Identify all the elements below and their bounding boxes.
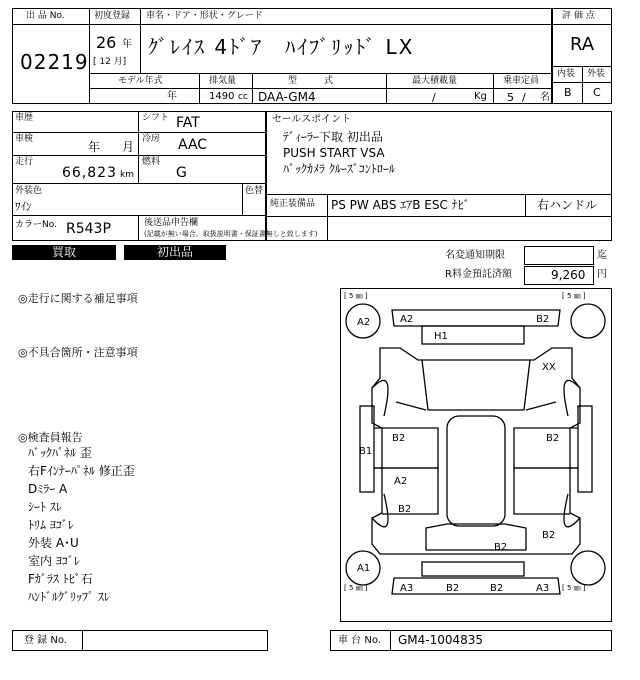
displacement-label: 排気量 <box>209 76 237 86</box>
recycle-fee-label: R料金預託済額 <box>445 269 512 280</box>
sales-point-label: セールスポイント <box>272 114 352 125</box>
inspection-label: 車検 <box>15 134 34 144</box>
ext-color-label: 外装色 <box>15 186 43 196</box>
mark-left-side-rear: B1 <box>359 446 373 457</box>
model-year-label: モデル年式 <box>118 76 163 86</box>
chassis-no-label: 車 台 No. <box>338 635 381 646</box>
displacement-unit: cc <box>238 92 248 102</box>
mark-left-rear-door: B2 <box>392 433 406 444</box>
roof <box>447 416 505 526</box>
recycle-fee-unit: 円 <box>597 269 607 280</box>
color-no-label: カラーNo. <box>15 220 57 230</box>
year-unit: 年 <box>122 39 132 50</box>
displacement: 1490 <box>209 91 235 102</box>
model-year-unit: 年 <box>167 91 177 102</box>
body-outline <box>372 348 580 554</box>
max-load-label: 最大積載量 <box>412 76 458 86</box>
mileage-label: 走行 <box>15 157 34 167</box>
front-right-arch <box>564 494 580 527</box>
mark-roof: A2 <box>394 476 408 487</box>
front-left-arch <box>372 494 388 527</box>
mark-hood: B2 <box>494 542 508 553</box>
tread-rear-left: [ 5 ㎜ ] <box>344 292 368 300</box>
chassis-no-value: GM4-1004835 <box>398 633 484 647</box>
left-c-pillar <box>396 402 426 410</box>
name-change-field <box>524 246 594 265</box>
inspector-item: Dﾐﾗｰ A <box>28 482 68 496</box>
equipment-label: 純正装備品 <box>270 199 316 209</box>
driving-notes-label: ◎走行に関する補足事項 <box>18 292 138 305</box>
rear-right-tire <box>571 304 605 338</box>
fuel-value: G <box>176 165 187 181</box>
mark-rear-bumper-left: A2 <box>400 314 414 325</box>
mark-front-left-wheel: A1 <box>357 563 371 574</box>
mark-front-bumper-mid: B2 <box>446 583 460 594</box>
reg-no-label: 登 録 No. <box>24 635 67 646</box>
right-front-door <box>514 468 578 514</box>
inspection-month-unit: 月 <box>122 140 135 154</box>
recycle-fee-value: 9,260 <box>551 268 586 282</box>
rear-window <box>422 360 530 410</box>
rear-bumper <box>392 310 560 326</box>
model-code: DAA-GM4 <box>258 90 316 104</box>
max-load-unit: Kg <box>474 91 487 102</box>
equipment-list: PS PW ABS ｴｱB ESC ﾅﾋﾞ <box>331 198 470 212</box>
lot-no-label: 出 品 No. <box>26 11 65 21</box>
inspector-item: ﾄﾘﾑ ﾖｺﾞﾚ <box>28 518 74 532</box>
mark-trunk: H1 <box>434 331 448 342</box>
right-c-pillar <box>526 402 556 410</box>
max-load: / <box>432 91 436 104</box>
interior-label: 内装 <box>557 69 576 79</box>
score-label: 評 価 点 <box>562 11 595 21</box>
inspector-report-label: ◎検査員報告 <box>18 431 83 444</box>
name-change-unit: 迄 <box>597 250 607 261</box>
shift-value: FAT <box>176 115 200 131</box>
first-reg-month: [ 12 月] <box>93 57 127 67</box>
front-right-tire <box>571 551 605 585</box>
overall-score: RA <box>570 34 595 55</box>
name-change-label: 名変通知期限 <box>445 250 505 261</box>
front-bumper <box>392 578 560 594</box>
mark-right-front-door: B2 <box>542 530 556 541</box>
ac-value: AAC <box>178 137 208 153</box>
mark-front-bumper-mid2: B2 <box>490 583 504 594</box>
inspector-report-list <box>28 444 135 606</box>
inspector-item: 外装 A･U <box>28 536 79 550</box>
front-grille <box>422 562 524 576</box>
inspector-item: ｼｰﾄ ｽﾚ <box>28 500 62 514</box>
tread-front-right: [ 5 ㎜ ] <box>562 584 586 592</box>
mark-front-bumper-right: A3 <box>536 583 550 594</box>
mark-rear-bumper-right: B2 <box>536 314 550 325</box>
shift-label: シフト <box>142 113 170 123</box>
defect-notes-label: ◎不具合箇所・注意事項 <box>18 346 138 359</box>
sales-point-1: ﾃﾞｨｰﾗｰ下取 初出品 <box>283 130 383 144</box>
purchase-bar: 買取 <box>12 245 116 260</box>
mileage-value: 66,823 <box>62 165 117 181</box>
post-docs-label: 後送品申告欄 <box>144 218 199 228</box>
lot-number: 02219 <box>20 50 89 74</box>
capacity-sep: / <box>522 91 526 104</box>
left-rear-door <box>374 428 438 468</box>
car-name-label: 車名・ドア・形状・グレード <box>146 11 263 21</box>
history-label: 車歴 <box>15 113 34 123</box>
first-reg-label: 初度登録 <box>94 11 131 21</box>
color-change-label: 色替 <box>245 186 264 196</box>
inspector-item: ﾊﾝﾄﾞﾙｸﾞﾘｯﾌﾟ ｽﾚ <box>28 590 110 604</box>
windshield <box>426 524 526 550</box>
tread-front-left: [ 5 ㎜ ] <box>344 584 368 592</box>
ext-color-value: ﾜｲﾝ <box>15 200 32 213</box>
interior-score: B <box>564 86 572 99</box>
sales-point-3: ﾊﾞｯｸｶﾒﾗ ｸﾙｰｽﾞｺﾝﾄﾛｰﾙ <box>283 162 395 176</box>
fuel-label: 燃料 <box>142 157 161 167</box>
first-reg-year: 26 <box>96 33 117 52</box>
car-name: ｸﾞﾚｲｽ 4ﾄﾞｱ ﾊｲﾌﾞﾘｯﾄﾞ LX <box>148 35 415 59</box>
inspector-item: ﾊﾞｯｸﾊﾟﾈﾙ 歪 <box>28 446 92 460</box>
inspector-item: Fｶﾞﾗｽ ﾄﾋﾞ石 <box>28 572 93 586</box>
mark-left-front-door: B2 <box>398 504 412 515</box>
ac-label: 冷房 <box>142 134 161 144</box>
inspection-year-unit: 年 <box>88 140 101 154</box>
model-code-label: 型 式 <box>288 76 334 86</box>
mark-rear-right: XX <box>542 362 556 373</box>
steering-side: 右ハンドル <box>537 198 598 212</box>
capacity-unit: 名 <box>540 92 550 103</box>
first-listing-bar: 初出品 <box>124 245 226 260</box>
capacity-label: 乗車定員 <box>503 76 540 86</box>
mileage-unit: km <box>120 170 134 180</box>
inspector-item: 右Fｲﾝﾅｰﾊﾟﾈﾙ 修正歪 <box>28 464 135 478</box>
mark-rear-left-wheel: A2 <box>357 317 371 328</box>
mark-right-rear-door: B2 <box>546 433 560 444</box>
exterior-score: C <box>593 86 601 99</box>
exterior-label: 外装 <box>587 69 606 79</box>
car-diagram <box>340 288 612 622</box>
tread-rear-right: [ 5 ㎜ ] <box>562 292 586 300</box>
post-docs-note: (記載が無い場合、取扱説明書・保証書無しと致します) <box>144 230 318 238</box>
capacity: 5 <box>507 91 514 104</box>
sales-point-2: PUSH START VSA <box>283 146 385 160</box>
color-no-value: R543P <box>66 221 111 237</box>
inspector-item: 室内 ﾖｺﾞﾚ <box>28 554 80 568</box>
mark-front-bumper-left: A3 <box>400 583 414 594</box>
